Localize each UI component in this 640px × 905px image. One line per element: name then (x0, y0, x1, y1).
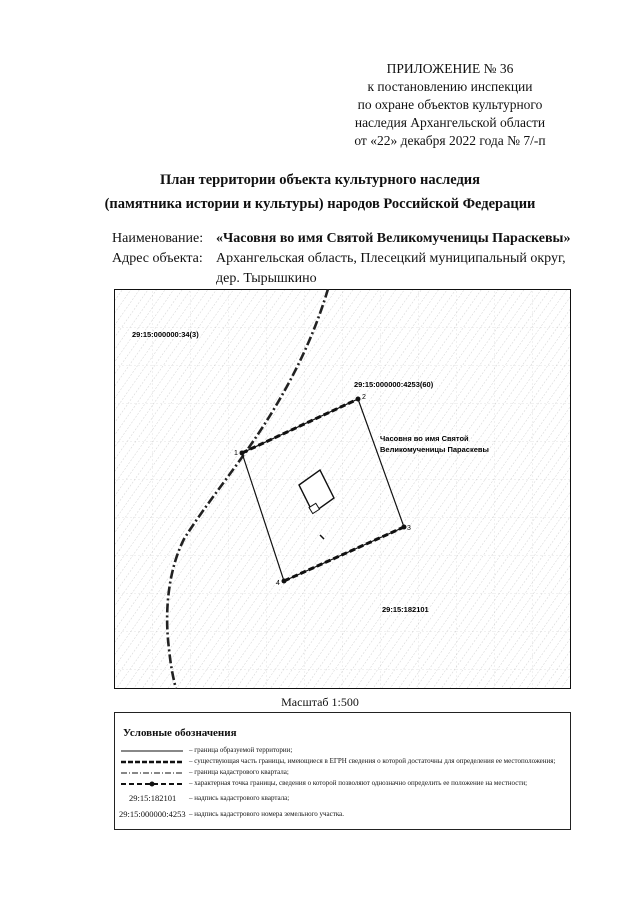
appendix-number: ПРИЛОЖЕНИЕ № 36 (386, 61, 514, 76)
legend-item-quarter-label (115, 793, 570, 805)
legend-text-1: – граница образуемой территории; (189, 746, 293, 754)
cadastral-label-1: 29:15:000000:34(3) (132, 330, 199, 339)
name-value: «Часовня во имя Святой Великомученицы Параскевы» (216, 231, 571, 246)
legend-text-4: – характерная точка границы, сведения о которой позволяют однозначно определить ее положение на местности; (189, 779, 528, 787)
address-line-2: дер. Тырышкино (216, 271, 317, 286)
boundary-point-3 (402, 525, 407, 530)
document-title (0, 168, 640, 216)
boundary-point-1 (240, 451, 245, 456)
name-label: Наименование: (112, 231, 204, 246)
legend-item-parcel-label (115, 809, 570, 821)
legend-text-5: – надпись кадастрового квартала; (189, 794, 290, 802)
legend-text-3: – граница кадастрового квартала; (189, 768, 289, 776)
appendix-date: от «22» декабря 2022 года № 7/-п (354, 133, 546, 148)
map-svg (114, 289, 571, 689)
object-info (112, 229, 570, 289)
object-label-line-2: Великомученицы Параскевы (380, 445, 489, 454)
map-scale: Масштаб 1:500 (281, 695, 359, 709)
cadastral-label-2: 29:15:000000:4253(60) (354, 380, 434, 389)
point-symbol (121, 778, 183, 790)
parcel-label-symbol: 29:15:000000:4253 (119, 809, 186, 819)
map-legend (114, 712, 571, 830)
quarter-label: 29:15:182101 (382, 605, 429, 614)
point-label-1: 1 (234, 450, 238, 457)
quarter-label-symbol: 29:15:182101 (129, 793, 177, 803)
point-label-3: 3 (407, 525, 411, 532)
territory-map (114, 289, 571, 689)
title-line-2: (памятника истории и культуры) народов Российской Федерации (104, 196, 536, 212)
appendix-header (330, 60, 570, 150)
legend-text-2: – существующая часть границы, имеющиеся в ЕГРН сведения о которой достаточны для определения ее местоположения; (189, 757, 556, 765)
map-texture (114, 289, 571, 689)
point-label-4: 4 (276, 580, 280, 587)
address-label: Адрес объекта: (112, 251, 203, 266)
title-line-1: План территории объекта культурного наследия (159, 172, 480, 188)
legend-item-point (115, 778, 570, 790)
legend-text-6: – надпись кадастрового номера земельного участка. (189, 810, 344, 818)
legend-title: Условные обозначения (123, 727, 237, 739)
address-line-1: Архангельская область, Плесецкий муниципальный округ, (216, 251, 566, 266)
object-label-line-1: Часовня во имя Святой (380, 434, 469, 443)
point-label-2: 2 (362, 394, 366, 401)
appendix-line-4: наследия Архангельской области (354, 115, 546, 130)
appendix-line-3: по охране объектов культурного (357, 97, 543, 112)
boundary-point-2 (356, 397, 361, 402)
boundary-point-4 (282, 579, 287, 584)
appendix-line-2: к постановлению инспекции (367, 79, 533, 94)
